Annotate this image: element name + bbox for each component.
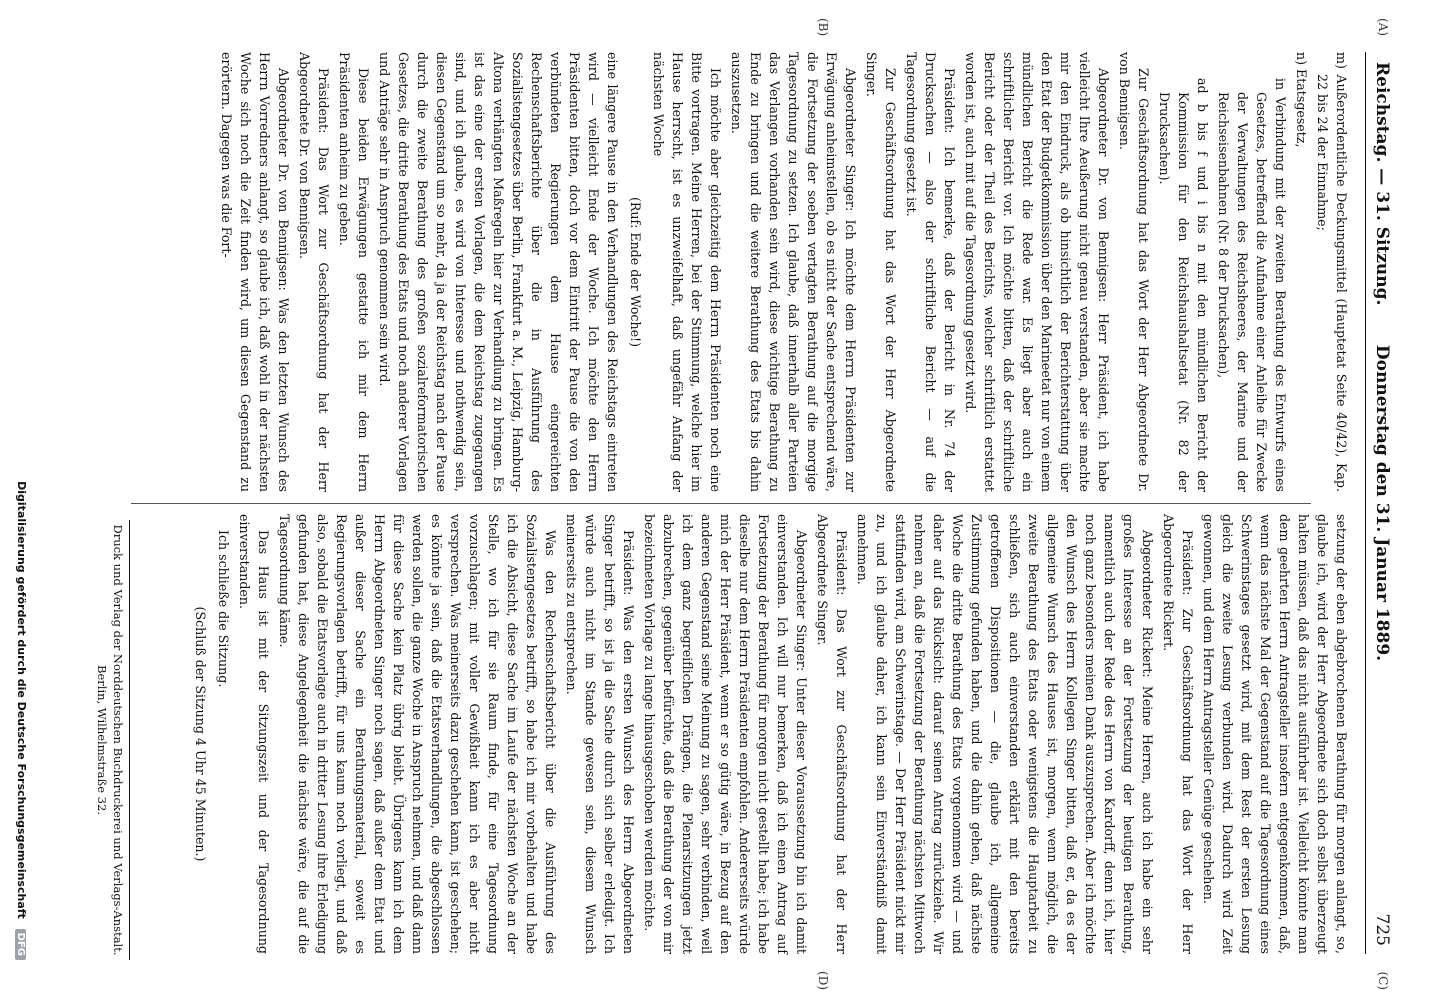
header-date: Donnerstag den 31. Januar 1889. (1372, 344, 1392, 662)
paragraph: setzung der eben abgebrochenen Berathung für morgen anlangt, so, glaube ich, wird der Herr Abgeordnete sich doch selbst überzeugt halten müssen, daß das nicht ausführbar ist. Vielleicht könnte man dem geehrten Herrn Antragsteller insofern entgegenkommen, daß, wenn das nächste Mal der Gegenstand auf die Tagesordnung eines Schwerinstages gesetzt wird, mit dem Rest der ersten Lesung gleich die zweite Lesung verbunden wird. Dadurch wird Zeit gewonnen, und dem Herrn Antragsteller Genüge geschehen. (1201, 514, 1349, 954)
paragraph: Was den Rechenschaftsbericht über die Ausführung des Sozialistengesetzes betrifft, so habe ich mir vorbehalten und habe ich die Absicht, diese Sache im Laufe der nächsten Woche an der Stelle, wo ich für sie Raum finde, für eine Tagesordnung vorzuschlagen; mit voller Gewißheit kann ich es aber nicht versprechen. Was meinerseits dazu geschehen kann, ist geschehen; es könnte ja sein, daß die Etatsverhandlungen, die abgeschlossen werden sollen, die ganze Woche in Anspruch nehmen, und daß dann für diese Sache kein Platz übrig bleibt. Übrigens kann ich dem Herrn Abgeordneten Singer noch sagen, daß außer dem Etat und außer dieser Sache ein Berathungsmaterial, soweit es Regierungsvorlagen betrifft, für uns kaum noch vorliegt, und daß also, sobald die Etatsvorlage auch in dritter Lesung ihre Erledigung gefunden hat, diese Angelegenheit die nächste wäre, die auf die Tagesordnung käme. (277, 514, 558, 954)
paragraph: Präsident: Das Wort zur Geschäftsordnung hat der Herr Abgeordnete Dr. von Bennigsen. (297, 52, 331, 492)
paragraph: Präsident: Zur Geschäftsordnung hat das Wort der Herr Abgeordnete Rickert. (1161, 514, 1195, 954)
margin-mark-b: (B) (816, 18, 830, 37)
dfg-logo: DFG (15, 929, 26, 960)
paragraph: ad b bis f und i bis n mit den mündlichen Bericht der Kommission für den Reichshaushaltsetat (Nr. 82 der Drucksachen). (1157, 78, 1210, 492)
paragraph: Abgeordneter Dr. von Bennigsen: Was den letzten Wunsch des Herrn Vorredners anlangt, so glaube ich, daß wohl in der nächsten Woche sich noch die Zeit finden wird, um diesen Gegenstand zu erörtern. Dagegen was die Fort- (219, 52, 291, 492)
paragraph: Das Haus ist mit der Sitzungszeit und der Tagesordnung einverstanden. (237, 514, 271, 954)
margin-mark-c: (C) (1376, 971, 1390, 990)
margin-mark-d: (D) (816, 971, 830, 990)
paragraph: Zur Geschäftsordnung hat das Wort der Herr Abgeordnete Singer. (864, 52, 898, 492)
paragraph: Präsident: Das Wort zur Geschäftsordnung hat der Herr Abgeordnete Singer. (815, 514, 849, 954)
column-divider (131, 503, 1311, 504)
paragraph: n) Etatsgesetz, (1294, 52, 1309, 148)
paragraph: Diese beiden Erwägungen gestatte ich mir dem Herrn Präsidenten anheim zu geben. (337, 52, 371, 492)
dfg-note: Digitalisierung gefördert durch die Deutsche Forschungsgemeinschaft (15, 481, 28, 919)
margin-mark-a: (A) (1376, 18, 1390, 37)
footer-rule (129, 520, 130, 960)
paragraph: Abgeordneter Rickert: Meine Herren, auch ich habe ein sehr großes Interesse an der Fortsetzung der heutigen Berathung, namentlich auch der Rede des Herrn von Kardorff, denn ich, hier noch ganz besonders meinen Dank auszusprechen. Aber ich möchte den Wunsch des Herrn Kollegen Singer bitten, daß er, da es der allgemeine Wunsch des Hauses ist, morgen, wenn möglich, die zweite Berathung des Etats oder wenigstens die Hauptarbeit zu schließen, sich auch einverstanden erklärt mit den bereits getroffenen Dispositionen — die, glaube ich, allgemeine Zustimmung gefunden haben, und die dahin gehen, daß nächste Woche die dritte Berathung des Etats vorgenommen wird — und daher auf das Rücksicht: darauf seinen Antrag zurückziehe. Wir nehmen an, daß die Fortsetzung der Berathung nächsten Mittwoch stattfinden wird, am Schwerinstage. — Der Herr Präsident nickt mir zu, und ich glaube daher, ich kann sein Einverständniß damit annehmen. (855, 514, 1155, 954)
text-columns (131, 52, 1351, 954)
paragraph: m) Außerordentliche Deckungsmittel (Hauptetat Seite 40/42), Kap. 22 bis 24 der Einnahme; (1315, 52, 1349, 492)
column-right (131, 514, 1351, 954)
page-header (1365, 52, 1392, 954)
paragraph: Abgeordneter Singer: Unter dieser Voraussetzung bin ich damit einverstanden. Ich will nur bemerken, daß ich einen Antrag auf Fortsetzung der Berathung für morgen nicht gestellt habe; ich habe dieselbe nur dem Herrn Präsidenten empfohlen. Andererseits würde mich der Herr Präsident, wenn er so gütig wäre, in Bezug auf den anderen Gegenstand seine Meinung zu sagen, sehr verbinden, weil ich dem ganz begreiflichen Drängen, die Plenarsitzungen jetzt abzubrechen, gegenüber befürchte, daß die Berathung der von mir bezeichneten Vorlage zu lange hinausgeschoben werden möchte. (642, 514, 809, 954)
paragraph: Ich möchte aber gleichzeitig dem Herrn Präsidenten noch eine Bitte vortragen. Meine Herren, bei der Stimmung, welche hier im Hause herrscht, ist es unzweifelhaft, daß ungefähr Anfang der nächsten Woche (651, 52, 723, 492)
paragraph: Ich schließe die Sitzung. (216, 530, 231, 688)
printer-imprint: Druck und Verlag der Norddeutschen Buchdruckerei und Verlags-Anstalt. Berlin, Wilhelmstraße 32. (95, 524, 125, 956)
digitization-credit (8, 0, 28, 1000)
paragraph: eine längere Pause in den Verhandlungen des Reichstags eintreten wird — vielleicht Ende der Woche. Ich möchte den Herrn Präsidenten bitten, doch vor dem Eintritt der Pause die von den verbündeten Regierungen dem Hause eingereichten Rechenschaftsberichte über die in Ausführung des Sozialistengesetzes über Berlin, Frankfurt a. M., Leipzig, Hamburg-Altona verhängten Maßregeln hier zur Verhandlung zu bringen. Es ist das eine der ersten Vorlagen, die dem Reichstag zugegangen sind, und ich glaube, es wird von Interesse und nothwendig sein, diesen Gegenstand um so mehr, da ja der Reichstag nach der Pause durch die zweite Berathung des großen sozialreformatorischen Gesetzes, die dritte Berathung des Etats und noch anderer Vorlagen und Anträge sehr in Anspruch genommen sein wird. (377, 52, 620, 492)
paragraph: in Verbindung mit der zweiten Berathung des Entwurfs eines Gesetzes, betreffend die Aufnahme einer Anleihe für Zwecke der Verwaltungen des Reichsheeres, der Marine und der Reichseisenbahnen (Nr. 8 der Drucksachen), (1216, 78, 1288, 492)
paragraph: Zur Geschäftsordnung hat das Wort der Herr Abgeordnete Dr. von Bennigsen. (1117, 52, 1151, 492)
column-left (131, 52, 1351, 492)
interjection: (Ruf: Ende der Woche!) (628, 196, 643, 348)
paragraph: Abgeordneter Dr. von Bennigsen: Herr Präsident, ich habe vielleicht Ihre Aeußerung nicht genau verstanden, aber sie machte mir den Eindruck, als ob hinsichtlich der Berichterstattung über den Etat der Budgetkommission über den Marineetat nur von einem mündlichen Bericht die Rede war. Es liegt aber auch ein schriftlicher Bericht vor. Ich möchte bitten, daß der schriftliche Bericht oder der Theil des Berichts, welcher schriftlich erstattet worden ist, auch mit auf die Tagesordnung gesetzt wird. (963, 52, 1111, 492)
page-number: 725 (1372, 913, 1392, 946)
closing-note: (Schluß der Sitzung 4 Uhr 45 Minuten.) (193, 606, 208, 862)
paragraph: Präsident: Was den ersten Wunsch des Herrn Abgeordneten Singer betrifft, so ist ja die Sache durch sich selber erledigt. Ich würde auch nicht im Stande gewesen sein, diesem Wunsch meinerseits zu entsprechen. (564, 514, 636, 954)
paragraph: Präsident: Ich bemerke, daß der Bericht in Nr. 74 der Drucksachen — also der schriftliche Bericht — auf die Tagesordnung gesetzt ist. (904, 52, 957, 492)
paragraph: Abgeordneter Singer: Ich möchte dem Herrn Präsidenten zur Erwägung anheimstellen, ob es nicht der Sache entsprechend wäre, die Fortsetzung der soeben vertagten Berathung auf die morgige Tagesordnung zu setzen. Ich glaube, daß innerhalb aller Parteien das Verlangen vorhanden sein wird, diese wichtige Berathung zu Ende zu bringen und die weitere Berathung des Etats bis dahin auszusetzen. (729, 52, 858, 492)
header-left: Reichstag. — 31. Sitzung. (1372, 62, 1392, 306)
